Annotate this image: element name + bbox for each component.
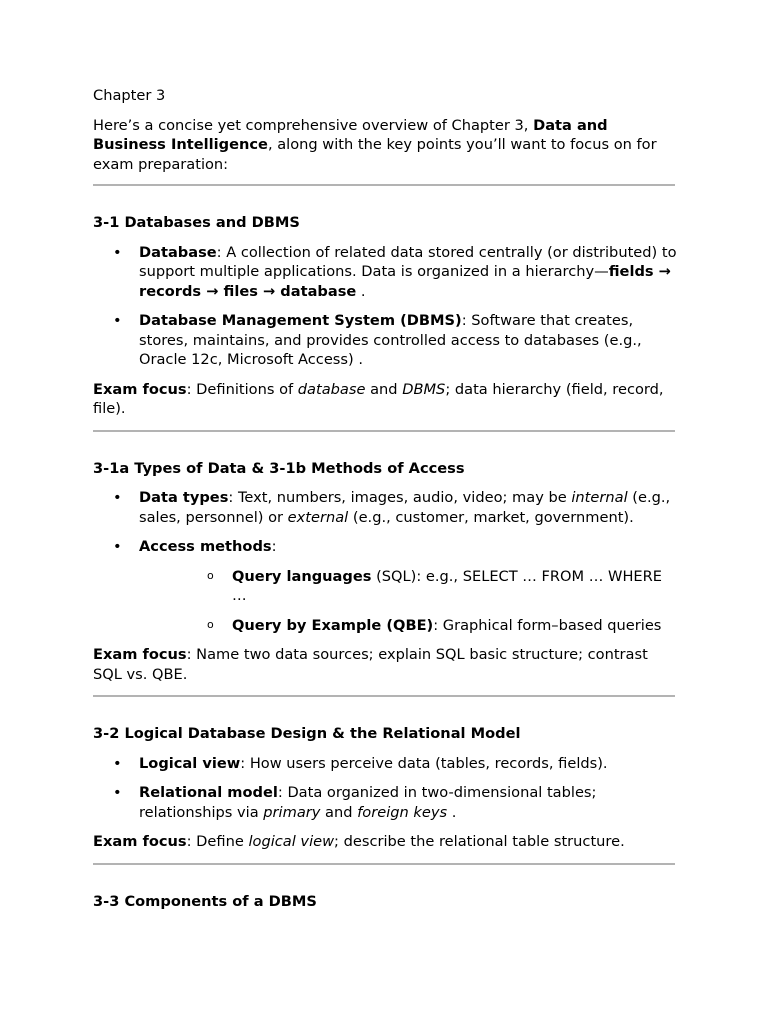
sub-list-item <box>139 567 678 606</box>
intro-text-bold: Data and Business Intelligence <box>93 116 608 153</box>
exam-focus-label: Exam focus <box>93 646 187 663</box>
term: Data types <box>139 489 229 506</box>
definition-italic: primary <box>263 803 321 821</box>
list-item <box>93 311 678 370</box>
exam-focus <box>93 832 678 852</box>
bullet-marker: • <box>113 489 122 506</box>
exam-focus-italic: DBMS <box>402 380 446 398</box>
document-body <box>93 86 678 921</box>
exam-focus-label: Exam focus <box>93 380 187 398</box>
hierarchy-files: files <box>223 282 258 300</box>
section-heading: 3-3 Components of a DBMS <box>93 892 317 910</box>
divider <box>93 695 675 697</box>
sub-bullet-list <box>139 567 678 636</box>
exam-focus-text: : Define <box>186 833 249 850</box>
definition-text: : Graphical form–based queries <box>433 616 662 634</box>
sub-bullet-marker: o <box>207 568 214 582</box>
exam-focus-text: and <box>365 380 403 398</box>
bullet-marker: • <box>113 243 122 261</box>
definition-text: : A collection of related data stored centrally (or distributed) to support multiple applications. Data is organized in a hierarchy— <box>139 243 677 280</box>
section-heading: 3-1 Databases and DBMS <box>93 214 300 231</box>
bullet-marker: • <box>113 538 122 555</box>
definition-italic: internal <box>571 489 628 506</box>
term: Query by Example (QBE) <box>232 616 434 634</box>
section-heading: 3-1a Types of Data & 3-1b Methods of Access <box>93 459 465 477</box>
section-heading: 3-2 Logical Database Design & the Relational Model <box>93 725 521 742</box>
hierarchy-records: records <box>139 282 202 300</box>
list-item <box>93 243 678 302</box>
definition-text: . <box>447 803 457 821</box>
list-item <box>93 754 678 774</box>
definition-text: : Software that creates, stores, maintains, and provides controlled access to databases (e.g., Oracle 12c, Microsoft Access) . <box>139 312 642 368</box>
definition-text: : Text, numbers, images, audio, video; may be <box>228 489 572 506</box>
hierarchy-arrow: → <box>653 263 671 280</box>
definition-text: (e.g., customer, market, government). <box>348 508 634 526</box>
term: Access methods <box>139 538 272 555</box>
list-item <box>93 783 678 822</box>
definition-text: : How users perceive data (tables, records, fields). <box>240 754 608 772</box>
exam-focus-text: : Name two data sources; explain SQL basic structure; contrast SQL vs. QBE. <box>93 646 648 683</box>
divider <box>93 184 675 186</box>
exam-focus-label: Exam focus <box>93 833 187 850</box>
bullet-marker: • <box>113 754 122 772</box>
hierarchy-arrow: → <box>201 282 224 300</box>
term: Database <box>139 243 217 261</box>
section-3-3 <box>93 892 678 912</box>
definition-end: . <box>356 282 366 300</box>
definition-italic: external <box>287 508 349 526</box>
exam-focus <box>93 380 678 419</box>
definition-text: (e.g., sales, personnel) or <box>139 489 671 526</box>
bullet-list <box>93 243 678 370</box>
exam-focus-text: ; data hierarchy (field, record, file). <box>93 380 664 417</box>
exam-focus-text: ; describe the relational table structure. <box>334 833 625 850</box>
bullet-list <box>93 488 678 635</box>
section-3-2 <box>93 724 678 852</box>
term: Query languages <box>232 567 372 585</box>
definition-text: (SQL): e.g., SELECT … FROM … WHERE … <box>232 567 662 604</box>
intro-text-post: , along with the key points you’ll want to focus on for exam preparation: <box>93 136 657 173</box>
term: Logical view <box>139 754 241 772</box>
exam-focus-text: : Definitions of <box>186 380 298 398</box>
bullet-list <box>93 754 678 823</box>
hierarchy-arrow: → <box>257 282 281 300</box>
definition-italic: foreign keys <box>357 803 448 821</box>
bullet-marker: • <box>113 312 122 329</box>
definition-text: and <box>320 803 358 821</box>
hierarchy-fields: fields <box>608 263 654 280</box>
section-3-1 <box>93 213 678 419</box>
exam-focus <box>93 645 678 684</box>
chapter-label: Chapter 3 <box>93 87 166 104</box>
term: Relational model <box>139 784 278 801</box>
intro-paragraph <box>93 116 678 175</box>
definition-text: : <box>271 538 277 555</box>
intro-text-pre: Here’s a concise yet comprehensive overview of Chapter 3, <box>93 116 534 134</box>
definition-text: : Data organized in two-dimensional tables; relationships via <box>139 784 597 821</box>
list-item <box>93 488 678 527</box>
term: Database Management System (DBMS) <box>139 312 462 329</box>
exam-focus-italic: logical view <box>248 833 335 850</box>
sub-list-item <box>139 616 678 636</box>
list-item <box>93 537 678 635</box>
section-3-1a-3-1b <box>93 459 678 685</box>
hierarchy-database: database <box>280 282 357 300</box>
exam-focus-italic: database <box>297 380 366 398</box>
sub-bullet-marker: o <box>207 617 214 631</box>
divider <box>93 863 675 865</box>
bullet-marker: • <box>113 784 122 801</box>
divider <box>93 430 675 432</box>
